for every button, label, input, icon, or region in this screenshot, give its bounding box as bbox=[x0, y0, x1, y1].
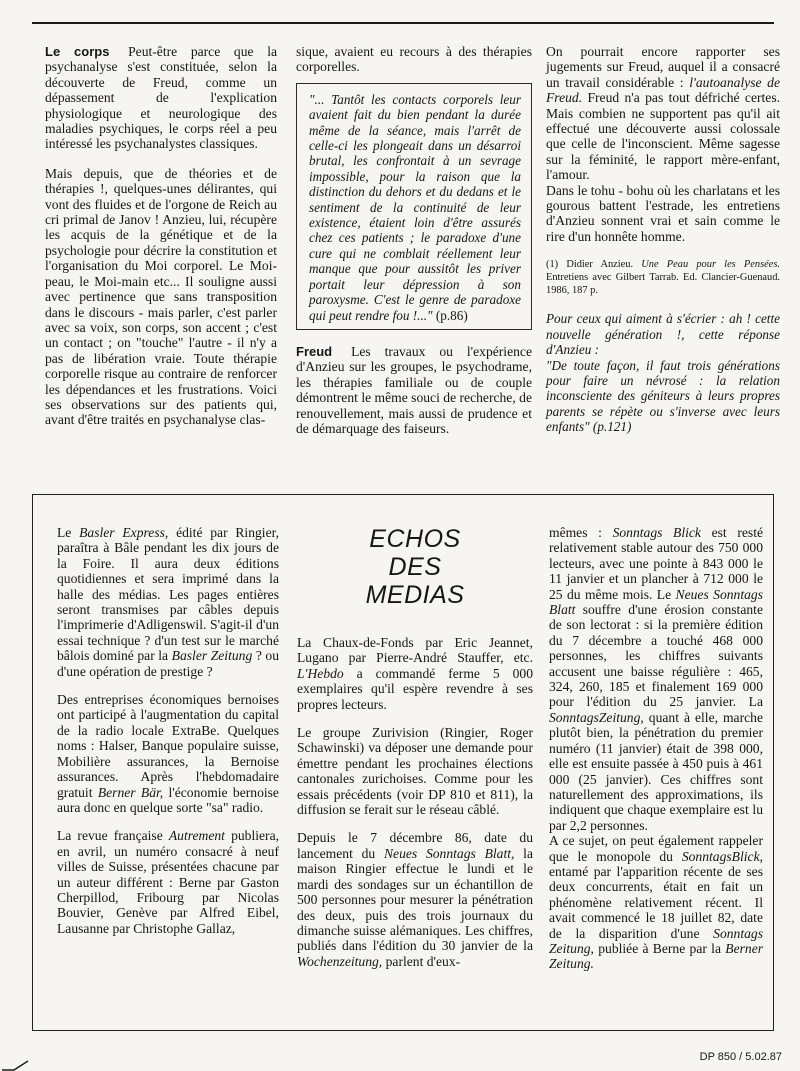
echos-title-line: ECHOS bbox=[369, 525, 461, 553]
text: entamé par l'apparition récente de ses deux concurrents, était en fait un phénomène relativement récent. Il avait commencé le 18 juillet 82, date de la disparition d'une bbox=[549, 863, 763, 941]
top-rule bbox=[32, 22, 774, 24]
text: parlent d'eux- bbox=[385, 953, 461, 969]
footnote bbox=[546, 258, 780, 297]
footnote-title: Une Peau pour les Pensées. bbox=[641, 259, 780, 271]
publication-name: SonntagsZeitung, bbox=[549, 709, 644, 725]
quote-reference: (p.86) bbox=[435, 307, 468, 323]
echos-item-autrement bbox=[57, 828, 279, 936]
closing-quote: "De toute façon, il faut trois générations pour faire un névrosé : la relation inconsciente des géniteurs à leurs propres parents se répète ou s'inverse avec leurs enfants" (p.121) bbox=[546, 357, 780, 435]
section-lead-le-corps: Le corps bbox=[45, 44, 110, 59]
book-title: l'autoanalyse de Freud. bbox=[546, 74, 781, 106]
section-lead-freud: Freud bbox=[296, 343, 333, 359]
paragraph-le-corps bbox=[45, 44, 277, 152]
echos-column-3 bbox=[549, 525, 763, 972]
paragraph-freud bbox=[296, 344, 532, 436]
text: Le bbox=[57, 525, 72, 540]
publication-name: Basler Zeitung bbox=[171, 648, 253, 664]
publication-name: Wochenzeitung, bbox=[297, 953, 383, 969]
footnote-author: (1) Didier Anzieu. bbox=[546, 259, 634, 271]
text: l'économie bernoise aura donc en quelque sorte "sa" radio. bbox=[57, 784, 279, 815]
text: a commandé ferme 5 000 exemplaires qu'il espère revendre à ses propres lecteurs. bbox=[297, 665, 533, 712]
echos-column-2 bbox=[297, 525, 533, 982]
paragraph-tohu-bohu: Dans le tohu - bohu où les charlatans et les gourous battent l'estrade, les entretiens d'Anzieu sonnent vrai et sain comme le rire d'un honnête homme. bbox=[546, 182, 780, 244]
text: quant à elle, marche plutôt bien, la pénétration du premier numéro (11 janvier) était de 398 000, elle est ensuite passée à 450 puis à 461 000 (25 janvier). Ces chiffres sont naturellement des approximations, ils indiquent que chaque exemplaire est lu par 2,2 personnes. bbox=[549, 709, 763, 833]
pull-quote-box bbox=[296, 83, 532, 330]
text: la maison Ringier effectue le lundi et le mardi des sondages sur un échantillon de 500 personnes pour mesurer la pénétration des deux, puis des trois journaux du dimanche suisse alémaniques. Les chiffres, publiés dans l'édition du 30 janvier de la bbox=[297, 845, 533, 954]
text: A ce sujet, on peut également rappeler que le monopole du bbox=[549, 833, 763, 864]
echos-item-sondages bbox=[297, 830, 533, 969]
text: Des entreprises économiques bernoises ont participé à l'augmentation du capital de la radio locale ExtraBe. Quelques noms : Halser, Banque populaire suisse, Mobilière assurances, la Bernoise assurances. Après l'hebdomadaire gratuit bbox=[57, 692, 279, 800]
page-corner-mark bbox=[0, 1060, 30, 1071]
page-folio: DP 850 / 5.02.87 bbox=[699, 1051, 782, 1063]
echos-item-basler-express bbox=[57, 525, 279, 679]
paragraph-text: On pourrait encore rapporter ses jugements sur Freud, auquel il a consacré un travail considérable : bbox=[546, 44, 780, 90]
article-column-1 bbox=[45, 44, 277, 442]
paragraph-jugements bbox=[546, 44, 780, 183]
text: est resté relativement stable autour des 750 000 lecteurs, avec une pointe à 843 000 le 11 janvier et un plancher à 712 000 le 25 du même mois. Le bbox=[549, 525, 764, 602]
text: publiée à Berne par la bbox=[598, 940, 721, 956]
text: La revue française bbox=[57, 828, 163, 844]
echos-item-monopole bbox=[549, 833, 763, 972]
text: édité par Ringier, paraîtra à Bâle pendant les dix jours de la Foire. Il aura deux éditions quotidiennes et sera imprimé dans la halle des médias. Les pages entières seront transmises par câbles depuis l'imprimerie d'Adligenswil. S'agit-il d'un essai technique ? d'un test sur le marché bâlois dominé par la bbox=[57, 525, 279, 664]
publication-name: L'Hebdo bbox=[297, 665, 344, 681]
echos-item-chiffres bbox=[549, 525, 763, 833]
echos-title-line: DES bbox=[388, 553, 442, 581]
publication-name: SonntagsBlick, bbox=[681, 848, 763, 864]
echos-des-medias-box bbox=[32, 494, 774, 1031]
publication-name: Berner Bär, bbox=[97, 784, 164, 800]
paragraph-text: Peut-être parce que la psychanalyse s'est constituée, selon la découverte de Freud, comme un dépassement de l'explication physiologique et neurologique des maladies psychiques, le corps réel a peu intéressé les psychanalystes classiques. bbox=[45, 44, 278, 152]
text: La Chaux-de-Fonds par Eric Jeannet, Lugano par Pierre-André Stauffer, etc. bbox=[297, 635, 533, 666]
text: Depuis le 7 décembre 86, date du lancement du bbox=[297, 830, 533, 861]
publication-name: Neues Sonntags Blatt, bbox=[383, 845, 515, 861]
text: mêmes : bbox=[549, 525, 602, 540]
paragraph-therapies: Mais depuis, que de théories et de thérapies !, quelques-unes délirantes, qui vont des fluides et de l'orgone de Reich au cri primal de Janov ! Anzieu, lui, récupère les acquis de la génétique et de la psychologie pour décrire la constitution et l'organisation du Moi corporel. Le Moi-peau, le Moi-main etc... Il souligne aussi avec pertinence que sans transposition dans le discours - mais parler, c'est parler avec sa voix, son corps, son accent ; c'est un contact ; on "touche" l'autre - il n'y a pas de libération vraie. Toute thérapie corporelle risque au contraire de renforcer les dépendances et les frustrations. Voici ses observations sur des patients qui, avant d'être traités en psychanalyse clas- bbox=[45, 165, 277, 428]
echos-item-extrabe bbox=[57, 692, 279, 815]
paragraph-text: Freud n'a pas tout défriché certes. Mais combien ne supportent pas qu'il ait effectué une découverte aussi colossale que celle de l'inconscient. Même sagesse sur la féminité, le rapport mère-enfant, l'amour. bbox=[546, 90, 781, 183]
publication-name: Sonntags Zeitung, bbox=[549, 925, 763, 956]
echos-item-hebdo bbox=[297, 635, 533, 712]
text: ? ou d'une opération de prestige ? bbox=[57, 648, 279, 679]
echos-column-1 bbox=[57, 525, 279, 949]
paragraph-text: Les travaux ou l'expérience d'Anzieu sur les groupes, le psychodrame, les thérapies familiale ou de couple démontrent le même souci de recherche, de renouvellement, mais aussi de prudence et de démarquage des faiseurs. bbox=[296, 343, 532, 436]
publication-name: Basler Express, bbox=[79, 525, 169, 540]
paragraph-continuation: sique, avaient eu recours à des thérapies corporelles. bbox=[296, 44, 532, 75]
echos-title-line: MEDIAS bbox=[365, 581, 465, 609]
echos-title bbox=[297, 525, 533, 609]
article-column-2 bbox=[296, 44, 532, 450]
closing-blurb: Pour ceux qui aiment à s'écrier : ah ! cette nouvelle génération !, cette réponse d'Anzieu : bbox=[546, 311, 780, 358]
publication-name: Neues Sonntags Blatt bbox=[549, 586, 763, 618]
publication-name: Autrement bbox=[168, 828, 225, 844]
publication-name: Berner Zeitung. bbox=[549, 940, 764, 972]
text: souffre d'une érosion constante de son lectorat : si la première édition du 7 décembre a touché 468 000 personnes, les chiffres suivants accusent une baisse régulière : 465, 324, 260, 185 et finalement 169 000 pour l'édition du 25 janvier. La bbox=[549, 602, 763, 710]
article-column-3 bbox=[546, 44, 780, 449]
text: publiera, en avril, un numéro consacré à neuf villes de Suisse, présentées chacune par un auteur différent : Berne par Gaston Cherpillod, Fribourg par Nicolas Bouvier, Genève par Alfred Eibel, Lausanne par Christophe Gallaz, bbox=[57, 828, 279, 936]
quote-text: "... Tantôt les contacts corporels leur avaient fait du bien pendant la durée même de la séance, mais l'arrêt de celle-ci les plongeait dans un désarroi brutal, les confrontait à un sevrage impossible, pour la raison que la distinction du dehors et du dedans et le sentiment de la continuité de leur existence, étaient loin d'être assurés chez ces patients ; le paradoxe d'une cure qui ne comblait réellement leur manque que pour aussitôt les priver portait leur dépression à son paroxysme. C'est le genre de paradoxe qui peut rendre fou !..." bbox=[309, 91, 521, 323]
footnote-details: Entretiens avec Gilbert Tarrab. Ed. Clancier-Guenaud. 1986, 187 p. bbox=[546, 272, 780, 297]
echos-item-zurivision: Le groupe Zurivision (Ringier, Roger Schawinski) va déposer une demande pour émettre pendant les prochaines élections cantonales zurichoises. Comme pour les essais précédents (voir DP 810 et 811), la diffusion se ferait sur le réseau câblé. bbox=[297, 725, 533, 818]
publication-name: Sonntags Blick bbox=[612, 525, 701, 540]
